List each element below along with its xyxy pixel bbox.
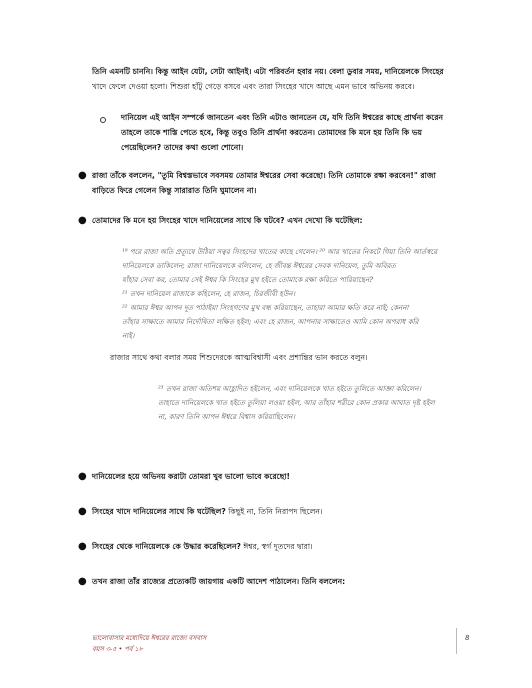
scripture-line: ²³ তখন রাজা অতিশয় আহ্লাদিত হইলেন, এবং দানিয়েলকে খাত হইতে তুলিতে আজ্ঞা করিলেন।: [158, 385, 422, 393]
bullet-question: সিংহের থেকে দানিয়েলকে কে উদ্ধার করেছিলেন?: [92, 542, 241, 551]
paragraph-line: খাদে ফেলে দেওয়া হলো। শিশুরা হাঁটু গেড়ে বসবে এবং তারা সিংহের খাদে আছে এমন ভাবে অভিনয় করবে।: [92, 82, 415, 91]
bullet-icon: ●: [78, 471, 87, 482]
bullet-answer: কিছুই না, তিনি নিরাপদ ছিলেন।: [225, 507, 323, 516]
bullet-line: তোমাদের কি মনে হয় সিংহের খাদে দানিয়েলের সাথে কি ঘটবে? এখন দেখো কি ঘটেছিল:: [92, 216, 363, 225]
footer-divider: [456, 628, 457, 654]
sub-bullet-line: দানিয়েল এই আইন সম্পর্কে জানতেন এবং তিনি এটাও জানতেন যে, যদি তিনি ঈশ্বরের কাছে প্রার্থনা করেন: [121, 113, 444, 122]
bullet-line: বাড়িতে ফিরে গেলেন কিন্তু সারারাত তিনি ঘুমালেন না।: [92, 186, 257, 195]
bullet-line: রাজা তাঁকে বললেন, "তুমি বিশ্বস্তভাবে সবসময় তোমার ঈশ্বরের সেবা করেছো। তিনি তোমাকে রক্ষা করবেন!" রাজা: [92, 171, 436, 180]
scripture-line: দানিয়েলকে ডাকিলেন; রাজা দানিয়েলকে বলিলেন, হে জীবন্ত ঈশ্বরের সেবক দানিয়েল, তুমি অবিরত: [122, 262, 396, 270]
scripture-line: তাঁহার সাক্ষাতে আমার নির্দোষিতা লক্ষিত হইল; এবং হে রাজন, আপনার সাক্ষাতেও আমি কোন অপরাধ করি: [122, 318, 419, 326]
bullet-icon: ●: [78, 541, 87, 552]
footer-title: ভালোবাসার মধ্যেদিয়ে ঈশ্বরের রাজ্যে বসবাস: [92, 634, 207, 642]
circle-bullet-icon: [100, 117, 106, 123]
scripture-line: ²¹ তখন দানিয়েল রাজাকে কহিলেন, হে রাজন, চিরজীবী হউন।: [122, 290, 296, 298]
scripture-line: নাই।: [122, 332, 135, 340]
bullet-icon: ●: [78, 576, 87, 587]
scripture-line: ²² আমার ঈশ্বর আপন দূত পাঠাইয়া সিংহগণের মুখ বন্ধ করিয়াছেন, তাহারা আমার ক্ষতি করে নাই; কেননা: [122, 304, 409, 312]
bullet-answer: ঈশ্বর, স্বর্গ দূতদের দ্বারা।: [240, 542, 313, 551]
bullet-question: সিংহের খাদে দানিয়েলের সাথে কি ঘটেছিল?: [92, 507, 226, 516]
bullet-icon: ●: [78, 170, 87, 181]
scripture-line: ¹⁹ পরে রাজা অতি প্রত্যূষে উঠিয়া সত্বর সিংহদের খাতের কাছে গেলেন। ²⁰ আর খাতের নিকটে গিয়া তিনি আর্তস্বরে: [122, 248, 438, 256]
scripture-line: তাহাতে দানিয়েলকে খাত হইতে তুলিয়া লওয়া হইল, আর তাঁহার শরীরে কোন প্রকার আঘাত দৃষ্ট হইল: [158, 399, 435, 407]
bullet-icon: ●: [78, 506, 87, 517]
bullet-line: [92, 504, 323, 519]
bullet-line: তখন রাজা তাঁর রাজ্যের প্রত্যেকটি জায়গায় একটি আদেশ পাঠালেন। তিনি বললেন:: [92, 577, 346, 586]
instruction-line: রাজার সাথে কথা বলার সময় শিশুদেরকে আত্মবিশ্বাসী এবং প্রশান্তির ভান করতে বলুন।: [110, 353, 368, 362]
bullet-line: [92, 539, 313, 554]
page-number: 8: [465, 634, 470, 642]
sub-bullet-line: তাহলে তাকে শাস্তি পেতে হবে, কিন্তু তবুও তিনি প্রার্থনা করতেন। তোমাদের কি মনে হয় তিনি কি ভয়: [121, 128, 423, 137]
scripture-line: যাঁহার সেবা কর, তোমার সেই ঈশ্বর কি সিংহের মুখ হইতে তোমাকে রক্ষা করিতে পারিয়াছেন?: [122, 276, 373, 284]
bullet-icon: ●: [78, 215, 87, 226]
footer-subtitle: বয়স ৩-৫ • পর্ব ১৮: [92, 645, 143, 653]
scripture-line: না, কারণ তিনি আপন ঈশ্বরে বিশ্বাস করিয়াছিলেন।: [158, 413, 295, 421]
bullet-line: দানিয়েলের হয়ে অভিনয় করাটা তোমরা খুব ভালো ভাবে করেছো!: [92, 472, 290, 481]
paragraph-line: তিনি এমনটি চাননি। কিন্তু আইন যেটা, সেটা আইনই। এটা পরিবর্তন হবার নয়। বেলা ডুবার সময়, দানিয়েলকে সিংহের: [92, 67, 444, 76]
sub-bullet-line: পেয়েছিলেন? তাদের কথা গুলো শোনো।: [121, 143, 244, 152]
